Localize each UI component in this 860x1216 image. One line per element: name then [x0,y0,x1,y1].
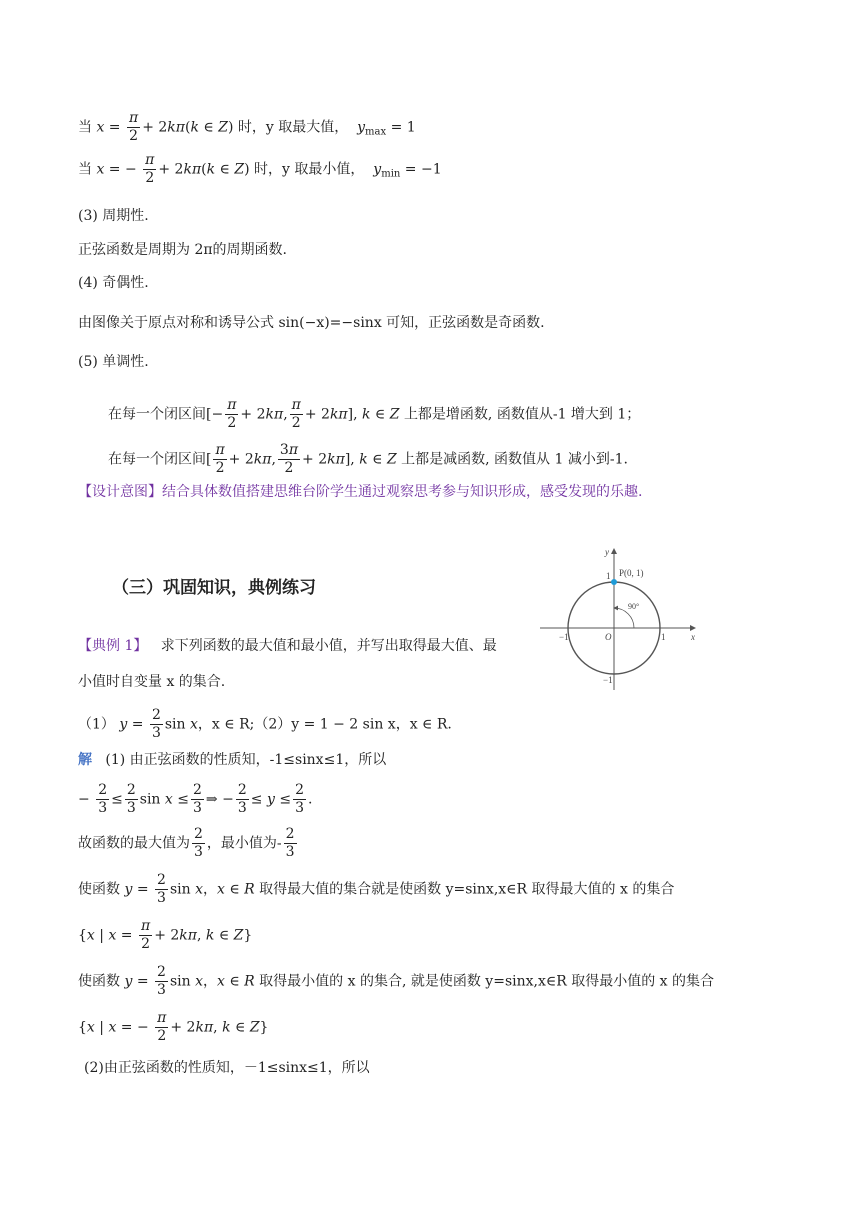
max-prefix: 当 [78,119,92,136]
set-max-text: 取得最大值的集合就是使函数 y=sinx,x∈R 取得最大值的 x 的集合 [259,881,675,898]
set-min-text: 取得最小值的 x 的集合, 就是使函数 y=sinx,x∈R 取得最小值的 x 的集合 [259,973,715,990]
set-min-formula: {x | x = − $\frac{\pi}{2}$ + 2kπ, k ∈ Z} [78,1010,269,1044]
dec-suffix: 上都是减函数, 函数值从 1 减小到-1. [401,451,628,468]
min-tail: 时，y 取最小值， [254,161,365,178]
angle-arc [614,608,634,628]
inequality-line: − $\frac{2}{3}$ ≤ $\frac{2}{3}$ sin x ≤ $\frac{2}{3}$ ⇒ − $\frac{2}{3}$ ≤ y ≤ $\frac{2}{3}$ . [78,782,313,816]
s3-text: 正弦函数是周期为 2π的周期函数. [78,242,288,258]
y-max-var: y [357,119,366,136]
set-min-line: 使函数 y = $\frac{2}{3}$ sin x，x ∈ R 取得最小值的 x 的集合, 就是使函数 y=sinx,x∈R 取得最小值的 x 的集合 [78,964,715,998]
solution-text-1: (1) 由正弦函数的性质知，-1≤sinx≤1，所以 [105,752,387,768]
origin-label: O [605,632,612,642]
s5-increasing: 在每一个闭区间[− $\frac{\pi}{2}$ + 2kπ, $\frac{\pi}{2}$ + 2kπ], k ∈ Z 上都是增函数, 函数值从-1 增大到 1； [108,397,641,431]
point-p-label: P(0, 1) [619,568,644,578]
example-label: 【典例 1】 [78,638,148,654]
example-text-1: 求下列函数的最大值和最小值，并写出取得最大值、最 [160,638,497,654]
design-intent: 【设计意图】结合具体数值搭建思维台阶学生通过观察思考参与知识形成，感受发现的乐趣. [78,484,643,500]
unit-circle-figure [535,545,705,695]
min-text: ，最小值为- [206,835,282,852]
set-max-formula: {x | x = $\frac{\pi}{2}$ + 2kπ, k ∈ Z} [78,918,253,952]
example-line-1 [78,636,497,656]
set-max-line: 使函数 y = $\frac{2}{3}$ sin x，x ∈ R 取得最大值的集合就是使函数 y=sinx,x∈R 取得最大值的 x 的集合 [78,872,675,906]
q1-prefix: （1） [78,716,115,733]
y-min-var: y [373,161,382,178]
s4-title: (4) 奇偶性. [78,275,149,291]
inc-prefix: 在每一个闭区间 [108,406,206,423]
tick-pos-y: 1 [606,571,611,581]
y-min-eq: = −1 [404,161,442,178]
solution-line-last: (2)由正弦函数的性质知，－1≤sinx≤1，所以 [84,1060,370,1076]
solution-line-1 [78,750,386,770]
angle-label: 90° [628,602,640,611]
tick-neg-y: −1 [603,675,613,685]
question-line: （1） y = $\frac{2}{3}$ sin x，x ∈ R;（2）y = 1 − 2 sin x，x ∈ R. [78,707,452,741]
point-p [611,579,617,585]
y-max-sub: max [365,126,387,138]
q1-rest: x ∈ R;（2）y = 1 − 2 sin x，x ∈ R. [211,716,452,733]
max-tail: 时，y 取最大值， [237,119,349,136]
tick-neg-x: −1 [559,632,569,642]
y-max-eq: = 1 [390,119,416,136]
inc-suffix: 上都是增函数, 函数值从-1 增大到 1； [403,406,641,423]
tick-pos-x: 1 [661,632,666,642]
example-line-2: 小值时自变量 x 的集合. [78,674,226,690]
dec-prefix: 在每一个闭区间 [108,451,206,468]
maxmin-line: 故函数的最大值为 $\frac{2}{3}$ ，最小值为- $\frac{2}{3}$ [78,826,295,860]
solution-label: 解 [78,752,92,768]
y-axis-label: y [605,547,609,557]
s3-title: (3) 周期性. [78,208,149,224]
s5-title: (5) 单调性. [78,354,149,370]
s4-text: 由图像关于原点对称和诱导公式 sin(−x)=−sinx 可知，正弦函数是奇函数. [78,315,545,331]
x-axis-label: x [691,632,695,642]
min-prefix: 当 [78,161,92,178]
set-min-prefix: 使函数 [78,973,120,990]
section-heading: （三）巩固知识，典例练习 [112,578,316,598]
min-line: 当 x = − $\frac{\pi}{2}$ + 2kπ(k ∈ Z) 时，y 取最小值， $y_{min} = -1$ [78,152,442,186]
max-text: 故函数的最大值为 [78,835,190,852]
y-min-sub: min [381,168,401,180]
max-line: 当 x = $\frac{\pi}{2}$ + 2kπ(k ∈ Z) 时，y 取最大值， $y_{max} = 1$ [78,110,416,144]
s5-decreasing: 在每一个闭区间[ $\frac{\pi}{2}$ + 2kπ, $\frac{3\pi}{2}$ + 2kπ], k ∈ Z 上都是减函数, 函数值从 1 减小到-1. [108,442,628,476]
set-max-prefix: 使函数 [78,881,120,898]
